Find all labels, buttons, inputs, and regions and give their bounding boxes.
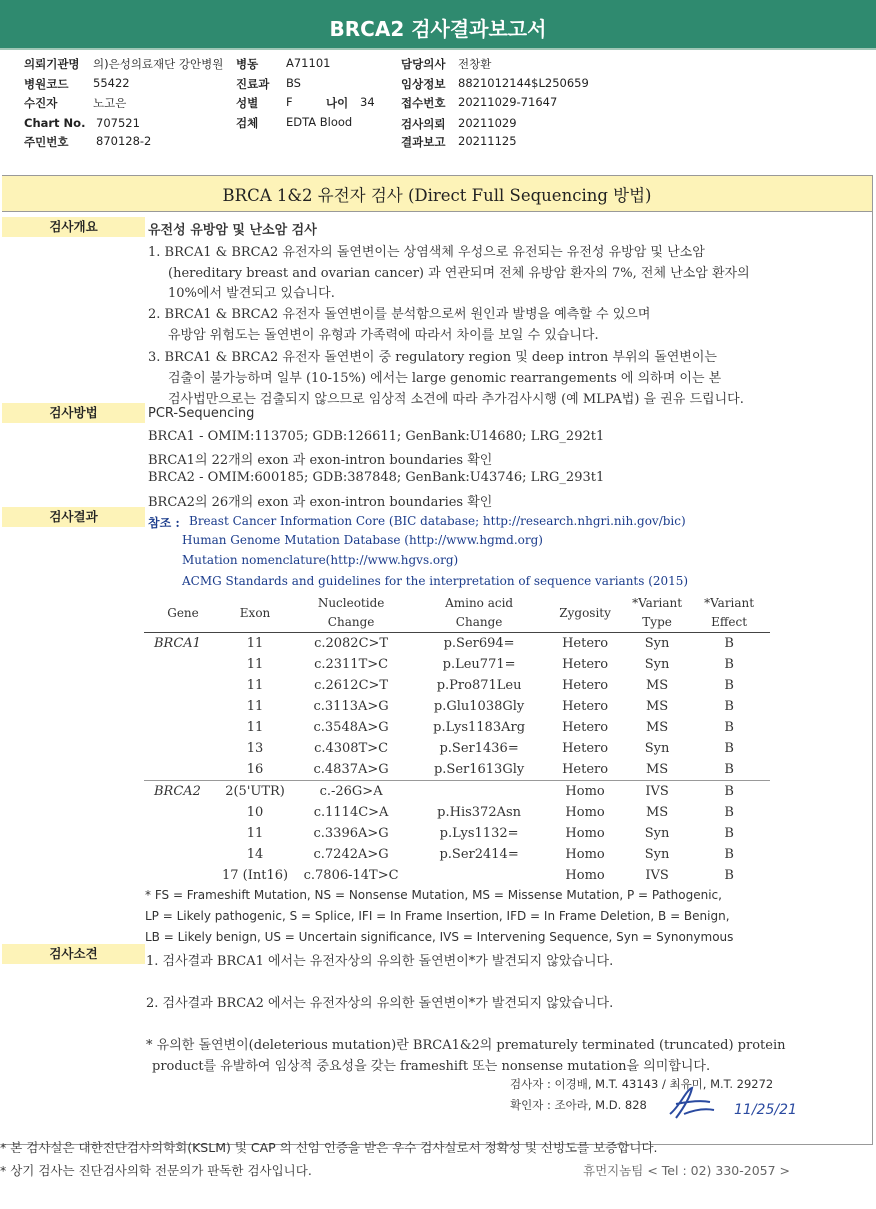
variant-row: [144, 738, 770, 759]
variant-zygosity: Hetero: [562, 720, 609, 735]
test-title: [2, 176, 872, 212]
variant-row: [144, 717, 770, 738]
finding-line-2: 2. 검사결과 BRCA2 에서는 유전자상의 유의한 돌연변이*가 발견되지 않았습니다.: [146, 996, 614, 1011]
test-title-text: BRCA 1&2 유전자 검사 (Direct Full Sequencing 방법): [222, 186, 652, 205]
variant-amino-acid: p.Lys1132=: [439, 826, 519, 841]
receipt-label: 접수번호: [401, 96, 446, 110]
overview-line-2: (hereditary breast and ovarian cancer) 과 연관되며 전체 유방암 환자의 7%, 전체 난소암 환자의: [168, 266, 750, 281]
test-box: [2, 175, 873, 1145]
chart-value: 707521: [96, 116, 140, 130]
col-amino-acid: [414, 594, 544, 633]
institution-label: 의뢰기관명: [24, 57, 80, 71]
variant-exon: 2(5'UTR): [222, 781, 288, 803]
variant-gene: [144, 865, 222, 886]
variant-type: Syn: [644, 826, 670, 841]
variant-zygosity: Hetero: [562, 699, 609, 714]
variant-zygosity: Hetero: [562, 636, 609, 651]
variant-amino-acid: p.Pro871Leu: [436, 678, 522, 693]
age-value: 34: [360, 95, 375, 109]
variant-amino-acid: p.Ser2414=: [439, 847, 519, 862]
variant-table-body: [144, 633, 770, 887]
col-nucleotide-2: Change: [327, 615, 375, 629]
variant-exon: 17 (Int16): [222, 868, 289, 883]
variant-zygosity: Hetero: [562, 657, 609, 672]
variant-effect: B: [724, 868, 734, 883]
variant-exon: 11: [246, 636, 264, 651]
variant-row: [144, 759, 770, 781]
variant-row: [144, 696, 770, 717]
variant-nucleotide: c.2311T>C: [314, 657, 389, 672]
variant-type: Syn: [644, 636, 670, 651]
overview-line-5: 유방암 위험도는 돌연변이 유형과 가족력에 따라서 차이를 보일 수 있습니다.: [168, 328, 599, 343]
variant-type: MS: [645, 762, 669, 777]
variant-type: IVS: [645, 868, 669, 883]
receipt-value: 20211029-71647: [458, 95, 558, 109]
variant-type: MS: [645, 805, 669, 820]
variant-effect: B: [688, 781, 770, 803]
variant-gene: [144, 802, 222, 823]
overview-line-8: 검사법만으로는 검출되지 않으므로 임상적 소견에 따라 추가검사시행 (예 MLPA법) 을 권유 드립니다.: [168, 392, 744, 407]
overview-line-3: 10%에서 발견되고 있습니다.: [168, 286, 335, 301]
variant-gene: [144, 696, 222, 717]
variant-amino-acid: p.Ser1613Gly: [433, 762, 525, 777]
specimen-label: 검체: [236, 116, 259, 130]
variant-table: [144, 594, 770, 886]
variant-zygosity: Homo: [565, 868, 605, 883]
report-title: BRCA2 검사결과보고서: [0, 0, 876, 48]
overview-heading: 유전성 유방암 및 난소암 검사: [148, 223, 317, 238]
overview-label: 검사개요: [2, 217, 145, 237]
variant-type: MS: [645, 678, 669, 693]
finding-note-2: product를 유발하여 임상적 중요성을 갖는 frameshift 또는 nonsense mutation을 의미합니다.: [152, 1059, 711, 1074]
variant-exon: 10: [246, 805, 264, 820]
footer-note: * 상기 검사는 진단검사의학 전문의가 판독한 검사입니다.: [0, 1163, 312, 1178]
age-label: 나이: [326, 96, 349, 110]
dept-label: 진료과: [236, 77, 270, 91]
variant-gene: [144, 738, 222, 759]
id-label: 주민번호: [24, 135, 69, 149]
variant-nucleotide: c.4308T>C: [314, 741, 389, 756]
variant-type: IVS: [626, 781, 688, 803]
doctor-value: 전창환: [458, 57, 492, 71]
request-label: 검사의뢰: [401, 117, 446, 131]
report-date-label: 결과보고: [401, 135, 446, 149]
col-variant-effect-2: Effect: [711, 615, 748, 629]
variant-nucleotide: c.3113A>G: [313, 699, 389, 714]
variant-gene: BRCA2: [144, 781, 222, 803]
variant-nucleotide: c.1114C>A: [313, 805, 389, 820]
variant-nucleotide: c.2082C>T: [314, 636, 389, 651]
variant-nucleotide: c.3396A>G: [313, 826, 389, 841]
variant-amino-acid: [414, 781, 544, 803]
variant-gene: BRCA1: [154, 636, 201, 651]
method-label: 검사방법: [2, 403, 145, 423]
overview-line-1: 1. BRCA1 & BRCA2 유전자의 돌연변이는 상염색체 우성으로 유전되는 유전성 유방암 및 난소암: [148, 245, 705, 260]
findings-label: 검사소견: [2, 944, 145, 964]
overview-line-6: 3. BRCA1 & BRCA2 유전자 돌연변이 중 regulatory region 및 deep intron 부위의 돌연변이는: [148, 350, 717, 365]
variant-zygosity: Hetero: [562, 762, 609, 777]
variant-nucleotide: c.-26G>A: [288, 781, 414, 803]
overview-line-7: 검출이 불가능하며 일부 (10-15%) 에서는 large genomic rearrangements 에 의하며 이는 본: [168, 371, 722, 386]
institution-value: 의)은성의료재단 강안병원: [93, 57, 224, 71]
variant-row: [144, 633, 770, 655]
variant-row: [144, 802, 770, 823]
variant-exon: 11: [246, 720, 264, 735]
variant-gene: [144, 844, 222, 865]
variant-exon: 14: [246, 847, 264, 862]
variant-exon: 11: [246, 699, 264, 714]
variant-gene: [144, 759, 222, 781]
variant-type: MS: [645, 720, 669, 735]
method-line-5: BRCA2의 26개의 exon 과 exon-intron boundaries 확인: [148, 495, 493, 510]
variant-effect: B: [724, 678, 734, 693]
finding-line-1: 1. 검사결과 BRCA1 에서는 유전자상의 유의한 돌연변이*가 발견되지 않았습니다.: [146, 954, 614, 969]
col-variant-type-1: *Variant: [632, 596, 683, 610]
sex-label: 성별: [236, 96, 259, 110]
variant-exon: 16: [246, 762, 264, 777]
variant-nucleotide: c.7806-14T>C: [303, 868, 399, 883]
examiner: 검사자 : 이경배, M.T. 43143 / 최유미, M.T. 29272: [510, 1077, 774, 1091]
variant-type: Syn: [644, 741, 670, 756]
footnote-1: * FS = Frameshift Mutation, NS = Nonsense Mutation, MS = Missense Mutation, P = Pathogenic,: [145, 888, 722, 902]
variant-zygosity: Homo: [565, 805, 605, 820]
variant-exon: 11: [246, 678, 264, 693]
footnote-2: LP = Likely pathogenic, S = Splice, IFI = In Frame Insertion, IFD = In Frame Deletion, B = Benign,: [145, 909, 730, 923]
col-amino-acid-2: Change: [455, 615, 503, 629]
request-value: 20211029: [458, 116, 517, 130]
clinical-info-value: 8821012144$L250659: [458, 76, 589, 90]
variant-row: [144, 675, 770, 696]
doctor-label: 담당의사: [401, 57, 446, 71]
specimen-value: EDTA Blood: [286, 115, 353, 129]
variant-amino-acid: p.Ser1436=: [439, 741, 519, 756]
variant-effect: B: [724, 847, 734, 862]
variant-gene: [144, 717, 222, 738]
ref-line-2[interactable]: Human Genome Mutation Database (http://www.hgmd.org): [182, 533, 543, 547]
variant-amino-acid: p.Ser694=: [443, 636, 515, 651]
variant-effect: B: [724, 657, 734, 672]
variant-row: [144, 823, 770, 844]
variant-gene: [144, 654, 222, 675]
variant-gene: [144, 823, 222, 844]
col-gene: Gene: [144, 594, 222, 633]
variant-amino-acid: p.Glu1038Gly: [433, 699, 525, 714]
variant-row: [144, 781, 770, 803]
variant-zygosity: Homo: [544, 781, 626, 803]
ref-prefix: 참조 :: [148, 516, 180, 530]
variant-exon: 13: [246, 741, 264, 756]
variant-table-header: [144, 594, 770, 633]
variant-zygosity: Homo: [565, 847, 605, 862]
col-variant-type-2: Type: [642, 615, 672, 629]
ward-label: 병동: [236, 57, 259, 71]
variant-effect: B: [724, 826, 734, 841]
ref-line-3[interactable]: Mutation nomenclature(http://www.hgvs.org): [182, 553, 459, 567]
variant-nucleotide: c.7242A>G: [313, 847, 389, 862]
method-line-1: PCR-Sequencing: [148, 406, 255, 421]
variant-effect: B: [724, 699, 734, 714]
overview-line-4: 2. BRCA1 & BRCA2 유전자 돌연변이를 분석함으로써 원인과 발병을 예측할 수 있으며: [148, 307, 651, 322]
footer-cert: * 본 검사실은 대한진단검사의학회(KSLM) 및 CAP 의 신임 인증을 받은 우수 검사실로서 정확성 및 신빙도를 보증합니다.: [0, 1140, 658, 1155]
method-line-3: BRCA1의 22개의 exon 과 exon-intron boundaries 확인: [148, 453, 493, 468]
variant-amino-acid: p.Lys1183Arg: [433, 720, 526, 735]
hospital-code-label: 병원코드: [24, 77, 69, 91]
variant-zygosity: Hetero: [562, 741, 609, 756]
col-variant-type: [626, 594, 688, 633]
footer-contact: 휴먼지놈팀 < Tel : 02) 330-2057 >: [583, 1163, 791, 1178]
method-line-4: BRCA2 - OMIM:600185; GDB:387848; GenBank:U43746; LRG_293t1: [148, 470, 605, 485]
method-line-2: BRCA1 - OMIM:113705; GDB:126611; GenBank:U14680; LRG_292t1: [148, 429, 605, 444]
signature-mark: [662, 1084, 722, 1124]
variant-zygosity: Hetero: [562, 678, 609, 693]
variant-row: [144, 865, 770, 886]
variant-type: Syn: [644, 847, 670, 862]
variant-effect: B: [724, 636, 734, 651]
ref-line-1[interactable]: Breast Cancer Information Core (BIC database; http://research.nhgri.nih.gov/bic): [189, 514, 686, 528]
col-amino-acid-1: Amino acid: [445, 596, 514, 610]
variant-amino-acid: [414, 865, 544, 886]
id-value: 870128-2: [96, 134, 152, 148]
variant-nucleotide: c.4837A>G: [313, 762, 389, 777]
variant-row: [144, 844, 770, 865]
col-nucleotide-1: Nucleotide: [317, 596, 385, 610]
sign-date: 11/25/21: [734, 1102, 797, 1118]
col-variant-effect-1: *Variant: [704, 596, 755, 610]
result-label: 검사결과: [2, 507, 145, 527]
sex-value: F: [286, 95, 293, 109]
variant-nucleotide: c.2612C>T: [314, 678, 389, 693]
chart-label: Chart No.: [24, 116, 86, 130]
variant-type: Syn: [644, 657, 670, 672]
patient-label: 수진자: [24, 96, 58, 110]
patient-info: [0, 0, 876, 160]
variant-nucleotide: c.3548A>G: [313, 720, 389, 735]
col-nucleotide: [288, 594, 414, 633]
variant-row: [144, 654, 770, 675]
finding-note-1: * 유의한 돌연변이(deleterious mutation)란 BRCA1&2의 prematurely terminated (truncated) protein: [146, 1038, 786, 1053]
dept-value: BS: [286, 76, 301, 90]
variant-effect: B: [724, 741, 734, 756]
variant-type: MS: [645, 699, 669, 714]
patient-value: 노고은: [93, 96, 127, 110]
confirmer: 확인자 : 조아라, M.D. 828: [510, 1098, 647, 1112]
col-exon: Exon: [222, 594, 288, 633]
report-date-value: 20211125: [458, 134, 517, 148]
hospital-code-value: 55422: [93, 76, 130, 90]
variant-effect: B: [724, 805, 734, 820]
variant-effect: B: [724, 720, 734, 735]
variant-exon: 11: [246, 657, 264, 672]
ward-value: A71101: [286, 56, 331, 70]
variant-amino-acid: p.His372Asn: [437, 805, 522, 820]
variant-gene: [144, 675, 222, 696]
variant-amino-acid: p.Leu771=: [442, 657, 516, 672]
variant-exon: 11: [246, 826, 264, 841]
col-zygosity: Zygosity: [544, 594, 626, 633]
footnote-3: LB = Likely benign, US = Uncertain significance, IVS = Intervening Sequence, Syn = Synonymous: [145, 930, 734, 944]
variant-effect: B: [724, 762, 734, 777]
clinical-info-label: 임상정보: [401, 77, 446, 91]
col-variant-effect: [688, 594, 770, 633]
variant-zygosity: Homo: [565, 826, 605, 841]
ref-line-4: ACMG Standards and guidelines for the interpretation of sequence variants (2015): [182, 574, 689, 588]
